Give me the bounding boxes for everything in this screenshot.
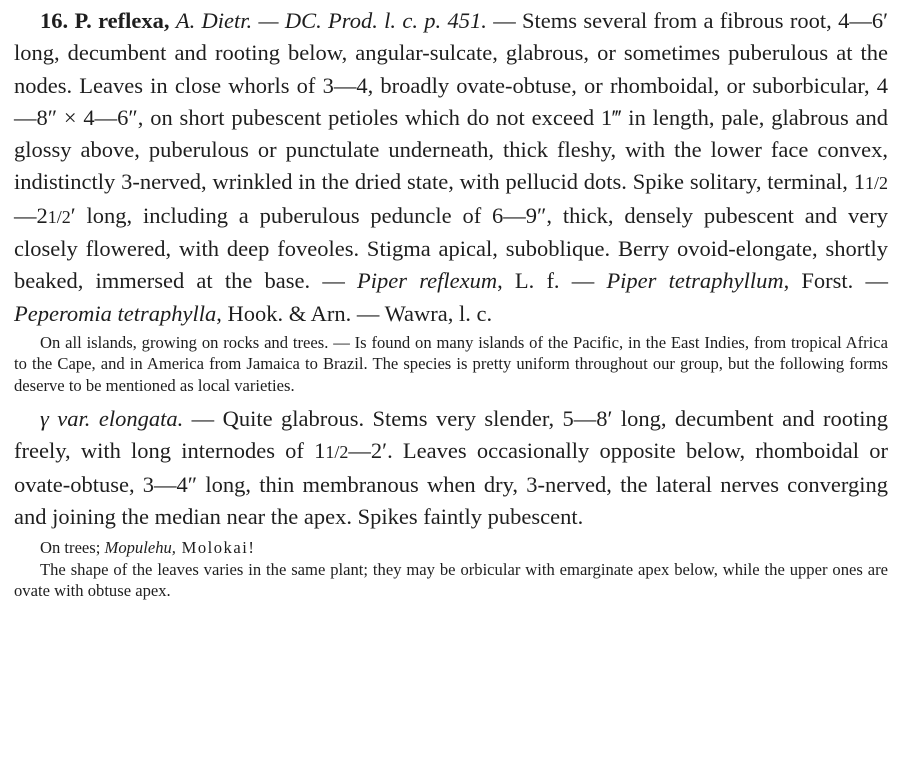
spike-length-fraction-b: 1/2 xyxy=(47,206,71,227)
habitat-prefix: On trees; xyxy=(40,538,105,558)
species-citation: A. Dietr. — DC. Prod. l. c. p. 451. xyxy=(175,8,487,33)
distribution-note: On all islands, growing on rocks and trees. — Is found on many islands of the Pacific, in the East Indies, from tropical Africa to the Cape, and in America from Jamaica to Brazil. The species is pretty uniform throughout our group, but the following forms deserve to be mentioned as local varieties. xyxy=(14,332,888,395)
species-description-part-1: — Stems several from a fibrous root, 4—6′ long, decumbent and rooting below, angular-sulcate, glabrous, or sometimes puberulous at the nodes. Leaves in close whorls of 3—4, broadly ovate-obtuse, or rhomboidal, or suborbicular, 4—8″ × 4—6″, on short pubescent petioles which do not exceed 1‴ in length, pale, glabrous and glossy above, puberulous or punctulate underneath, thick fleshy, with the lower face convex, indistinctly 3-nerved, wrinkled in the dried state, with pellucid dots. Spike solitary, terminal, xyxy=(14,8,888,195)
internode-fraction: 1/2 xyxy=(325,442,349,463)
habitat-line xyxy=(14,537,888,558)
habitat-locality: Mopulehu, xyxy=(104,538,176,558)
synonym-3-authority: , Hook. & Arn. — Wawra, l. c. xyxy=(216,300,493,326)
variety-description-part-1: — Quite glabrous. Stems very slender, 5—8′ long, decumbent and rooting freely, with long internodes of 1 xyxy=(14,406,888,464)
species-entry xyxy=(14,5,888,330)
spike-length-whole: 1 xyxy=(853,169,865,195)
document-page xyxy=(14,5,888,602)
spike-length-separator: —2 xyxy=(14,202,48,228)
synonym-piper-tetraphyllum: Piper tetraphyllum xyxy=(606,268,784,294)
leaf-shape-note: The shape of the leaves varies in the same plant; they may be orbicular with emarginate apex below, while the upper ones are ovate with obtuse apex. xyxy=(14,559,888,601)
variety-entry xyxy=(14,403,888,533)
variety-description-part-2: —2′. Leaves occasionally opposite below, rhomboidal or ovate-obtuse, 3—4″ long, thin membranous when dry, 3-nerved, the lateral nerves converging and joining the median near the apex. Spikes faintly pubescent. xyxy=(14,438,888,530)
species-description-part-2: ′ long, including a puberulous peduncle of 6—9″, thick, densely pubescent and very closely flowered, with deep foveoles. Stigma apical, suboblique. Berry ovoid-elongate, shortly beaked, immersed at the base. — xyxy=(14,202,888,294)
species-number: 16. xyxy=(40,8,69,33)
synonym-2-authority: , Forst. — xyxy=(783,268,888,294)
variety-label: γ var. elongata. xyxy=(40,406,184,432)
synonym-piper-reflexum: Piper reflexum xyxy=(357,268,498,294)
synonym-1-authority: , L. f. — xyxy=(497,268,607,294)
habitat-island: Molokai! xyxy=(175,538,256,558)
synonym-peperomia-tetraphylla: Peperomia tetraphylla xyxy=(14,300,217,326)
species-name: P. reflexa, xyxy=(74,8,170,33)
spike-length-fraction-a: 1/2 xyxy=(864,173,888,194)
